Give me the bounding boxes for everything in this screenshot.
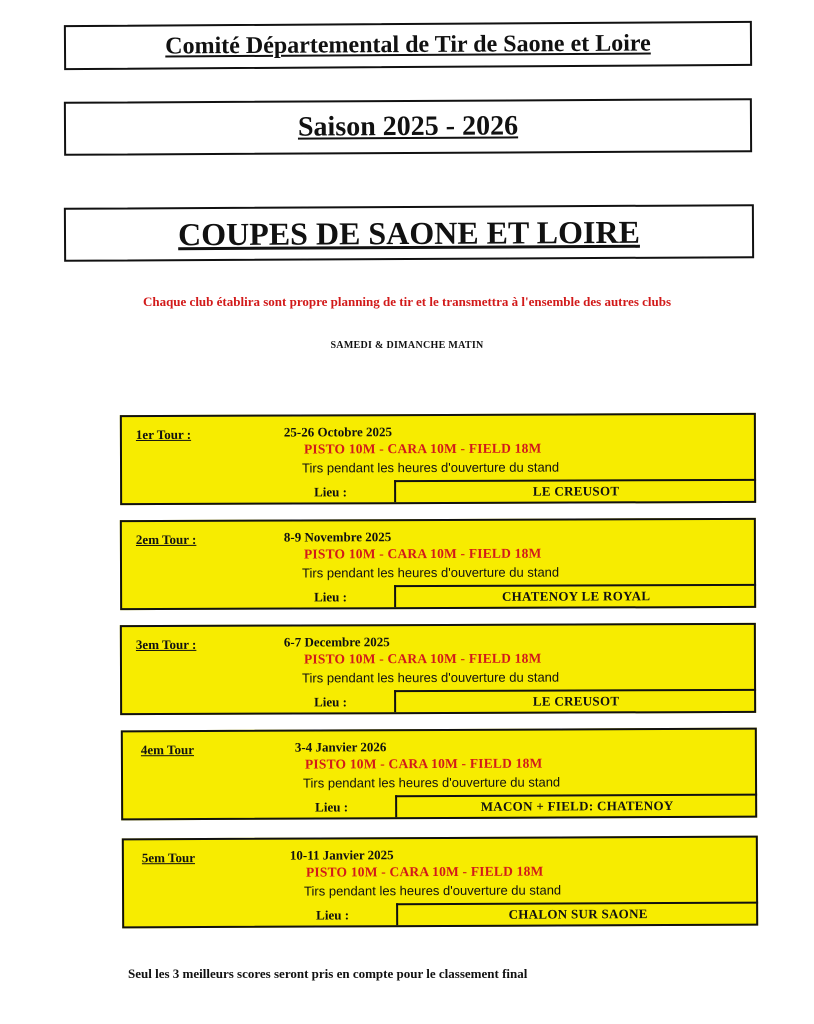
tour-card-1 [120, 413, 756, 505]
cup-title-box [64, 204, 754, 262]
tour-name: 1er Tour : [135, 426, 192, 443]
tour-lieu-label: Lieu : [314, 589, 348, 605]
tour-date: 6-7 Decembre 2025 [283, 634, 390, 650]
tour-info: Tirs pendant les heures d'ouverture du stand [302, 669, 560, 686]
planning-notice: Chaque club établira sont propre planning de tir et le transmettra à l'ensemble des autres clubs [142, 294, 672, 309]
tour-name: 3em Tour : [135, 636, 197, 653]
tour-info: Tirs pendant les heures d'ouverture du stand [303, 774, 561, 791]
schedule-note: SAMEDI & DIMANCHE MATIN [330, 340, 484, 351]
tour-card-2 [120, 518, 756, 610]
tour-lieu-label: Lieu : [316, 907, 350, 923]
season-title: Saison 2025 - 2026 [297, 110, 519, 143]
tour-name: 4em Tour [140, 742, 195, 758]
tour-disciplines: PISTO 10M - CARA 10M - FIELD 18M [303, 440, 542, 457]
tour-disciplines: PISTO 10M - CARA 10M - FIELD 18M [305, 863, 544, 880]
tour-info: Tirs pendant les heures d'ouverture du stand [302, 564, 560, 581]
tour-lieu: MACON + FIELD: CHATENOY [395, 794, 757, 818]
cup-title: COUPES DE SAONE ET LOIRE [178, 213, 640, 252]
tour-card-5 [122, 836, 758, 929]
tour-disciplines: PISTO 10M - CARA 10M - FIELD 18M [303, 650, 542, 667]
tour-name: 2em Tour : [135, 531, 197, 548]
tour-info: Tirs pendant les heures d'ouverture du stand [304, 882, 562, 899]
tour-lieu-label: Lieu : [315, 799, 349, 815]
tour-lieu: CHALON SUR SAONE [396, 902, 758, 926]
tour-card-4 [121, 728, 757, 821]
tour-date: 25-26 Octobre 2025 [283, 424, 393, 440]
tour-disciplines: PISTO 10M - CARA 10M - FIELD 18M [304, 755, 543, 772]
tour-date: 8-9 Novembre 2025 [283, 529, 392, 545]
tour-lieu: LE CREUSOT [394, 689, 756, 712]
tour-lieu-label: Lieu : [314, 484, 348, 500]
tour-card-3 [120, 623, 756, 715]
committee-title: Comité Départemental de Tir de Saone et Loire [165, 30, 651, 60]
tour-lieu: CHATENOY LE ROYAL [394, 584, 756, 607]
tour-info: Tirs pendant les heures d'ouverture du stand [302, 459, 560, 476]
tour-date: 10-11 Janvier 2025 [289, 847, 394, 863]
season-title-box [64, 98, 752, 156]
tour-lieu: LE CREUSOT [394, 479, 756, 502]
ranking-note: Seul les 3 meilleurs scores seront pris en compte pour le classement final [128, 966, 528, 981]
tour-date: 3-4 Janvier 2026 [294, 739, 387, 755]
committee-title-box [64, 21, 752, 70]
tour-name: 5em Tour [141, 850, 196, 866]
tour-lieu-label: Lieu : [314, 694, 348, 710]
tour-disciplines: PISTO 10M - CARA 10M - FIELD 18M [303, 545, 542, 562]
